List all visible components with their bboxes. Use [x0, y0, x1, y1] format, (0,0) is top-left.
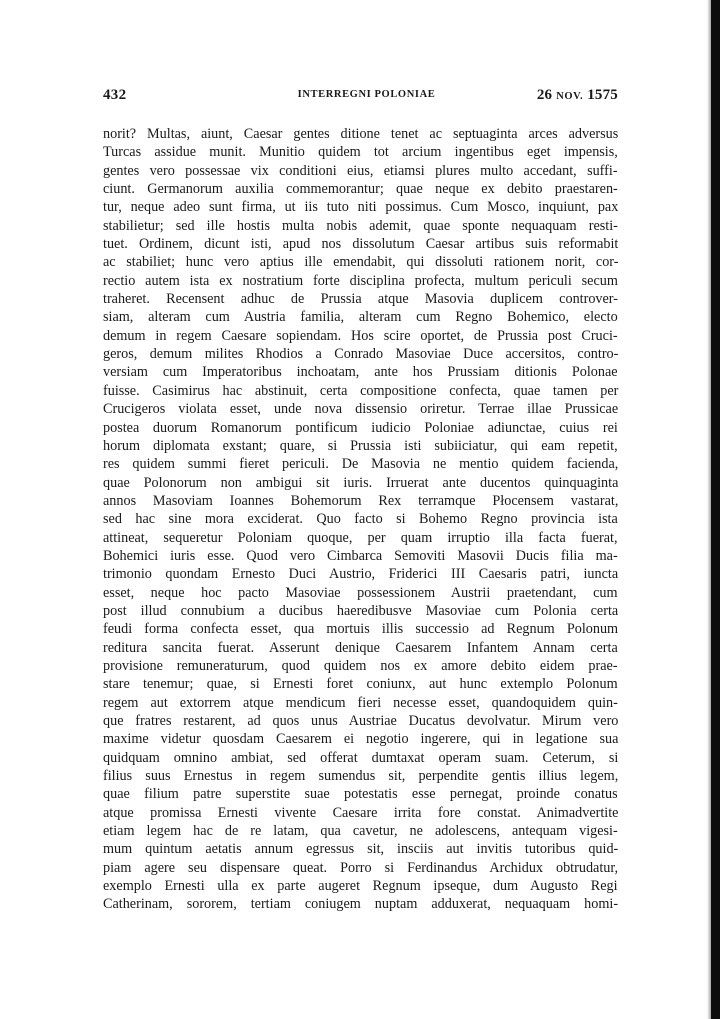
text-line: esset, neque hoc pacto Masoviae possessionem Austrii praetendant, cum — [103, 584, 618, 601]
page-number: 432 — [103, 87, 127, 103]
running-head — [103, 87, 618, 109]
text-line: horum diplomata exstant; quare, si Prussia isti subiiciatur, qui eam repetit, — [103, 437, 618, 454]
text-line: provisione remuneraturum, quod quidem nos ex amore debito eidem prae- — [103, 657, 618, 674]
text-line: mum quintum aetatis annum egressus sit, insciis aut invitis tutoribus quid- — [103, 841, 619, 858]
text-line: demum in regem Caesare sopiendam. Hos scire oportet, de Prussia post Cruci- — [103, 327, 618, 344]
text-line: gentes vero possessae vix conditioni eius, etiamsi plures multo accedant, suffi- — [103, 162, 618, 179]
text-line: regem aut extorrem atque mendicum fieri necesse esset, quandoquidem quin- — [103, 694, 618, 711]
text-line: attineat, sequeretur Poloniam quoque, per quam irruptio illa facta fuerat, — [103, 529, 618, 546]
text-line: stabilietur; sed ille hostis multa nobis ademit, quae sponte nequaquam resti- — [103, 217, 618, 234]
date-month: NOV. — [556, 91, 584, 102]
text-line: atque promissa Ernesti vivente Caesare irrita fore constat. Animadvertite — [103, 804, 619, 821]
book-page — [103, 87, 618, 914]
text-line: tur, neque adeo sunt firma, ut iis tuto niti possimus. Cum Mosco, inquiunt, pax — [103, 199, 619, 216]
text-line: ciunt. Germanorum auxilia commemorantur; quae neque ex debito praestaren- — [103, 181, 618, 198]
text-line: quae Polonorum non ambigui sit iuris. Irruerat ante ducentos quinquaginta — [103, 474, 619, 491]
date-day: 26 — [536, 87, 553, 103]
text-line: reditura sancita fuerat. Asserunt denique Caesarem Infantem Annam certa — [103, 639, 618, 656]
body-text — [103, 125, 618, 914]
text-line: exemplo Ernesti ulla ex parte augeret Regnum ipseque, dum Augusto Regi — [103, 878, 618, 895]
text-line: feudi forma confecta esset, qua mortuis illis successio ad Regnum Polonum — [103, 621, 619, 638]
text-line: Turcas assidue munit. Munitio quidem tot arcium ingentibus eget impensis, — [103, 144, 618, 161]
text-line: res quidem summi fieret periculi. De Masovia ne mentio quidem facienda, — [103, 456, 619, 473]
text-line: ac stabiliet; hunc vero aptius ille emendabit, qui dissoluti rationem norit, cor- — [103, 254, 619, 271]
text-line: piam agere seu dispensare queat. Porro si Ferdinandus Archidux obtrudatur, — [103, 859, 619, 876]
text-line: siam, alteram cum Austria familia, alteram cum Regno Bohemico, electo — [103, 309, 618, 326]
running-title: INTERREGNI POLONIAE — [297, 89, 436, 100]
text-line: geros, demum milites Rhodios a Conrado Masoviae Duce accersitos, contro- — [103, 346, 619, 363]
text-line: Crucigeros violata esset, unde nova dissensio oriretur. Terrae illae Prussicae — [103, 401, 619, 418]
text-line: tuet. Ordinem, dicunt isti, apud nos dissolutum Caesar artibus suis reformabit — [103, 236, 619, 253]
text-line: stare tenemur; quae, si Ernesti foret coniunx, aut hunc extemplo Polonum — [103, 676, 618, 693]
date-year: 1575 — [587, 87, 618, 103]
text-line: norit? Multas, aiunt, Caesar gentes ditione tenet ac septuaginta arces adversus — [103, 126, 619, 142]
text-line: trimonio quondam Ernesto Duci Austrio, Friderici III Caesaris patri, iuncta — [103, 566, 619, 583]
text-line: sed hac sine mora exciderat. Quo facto si Bohemo Regno provincia ista — [103, 511, 618, 528]
text-line: annos Masoviam Ioannes Bohemorum Rex terramque Płocensem vastarat, — [103, 492, 619, 509]
text-line: Bohemici iuris esse. Quod vero Cimbarca Semoviti Masovii Ducis filia ma- — [103, 547, 618, 564]
scan-border — [711, 0, 720, 1019]
text-line: etiam legem hac de re latam, qua cavetur, ne adolescens, antequam vigesi- — [103, 823, 618, 840]
text-line: quae filium patre superstite suae potestatis esse pernegat, proinde conatus — [103, 786, 618, 803]
text-line: filius suus Ernestus in regem sumendus sit, perpendite gentis illius legem, — [103, 768, 619, 785]
text-line: quidquam omnino ambiat, sed offerat dumtaxat operam suam. Ceterum, si — [103, 749, 619, 766]
text-line: versiam cum Imperatoribus inchoatam, ante hos Prussiam ditionis Polonae — [103, 364, 618, 381]
text-line: post illud connubium a ducibus haeredibusve Masoviae cum Polonia certa — [103, 602, 619, 619]
text-line: rectio autem ista ex nostratium forte disciplina profecta, multum periculi secum — [103, 272, 618, 289]
text-line: postea duorum Romanorum pontificum iudicio Poloniae adiunctae, cuius rei — [103, 419, 618, 436]
text-line: maxime videtur quosdam Caesarem ei negotio ingerere, qui in legatione sua — [103, 731, 619, 748]
text-line: fuisse. Casimirus hac abstinuit, certa compositione confecta, quae tamen per — [103, 382, 619, 399]
text-line: traheret. Recensent adhuc de Prussia atque Masovia duplicem controver- — [103, 291, 618, 308]
text-line: que fratres restarent, ad quos unus Austriae Ducatus devolvatur. Mirum vero — [103, 713, 619, 729]
text-line: Catherinam, sororem, tertiam coniugem nuptam adduxerat, nequaquam homi- — [103, 896, 619, 913]
running-date — [537, 87, 618, 104]
